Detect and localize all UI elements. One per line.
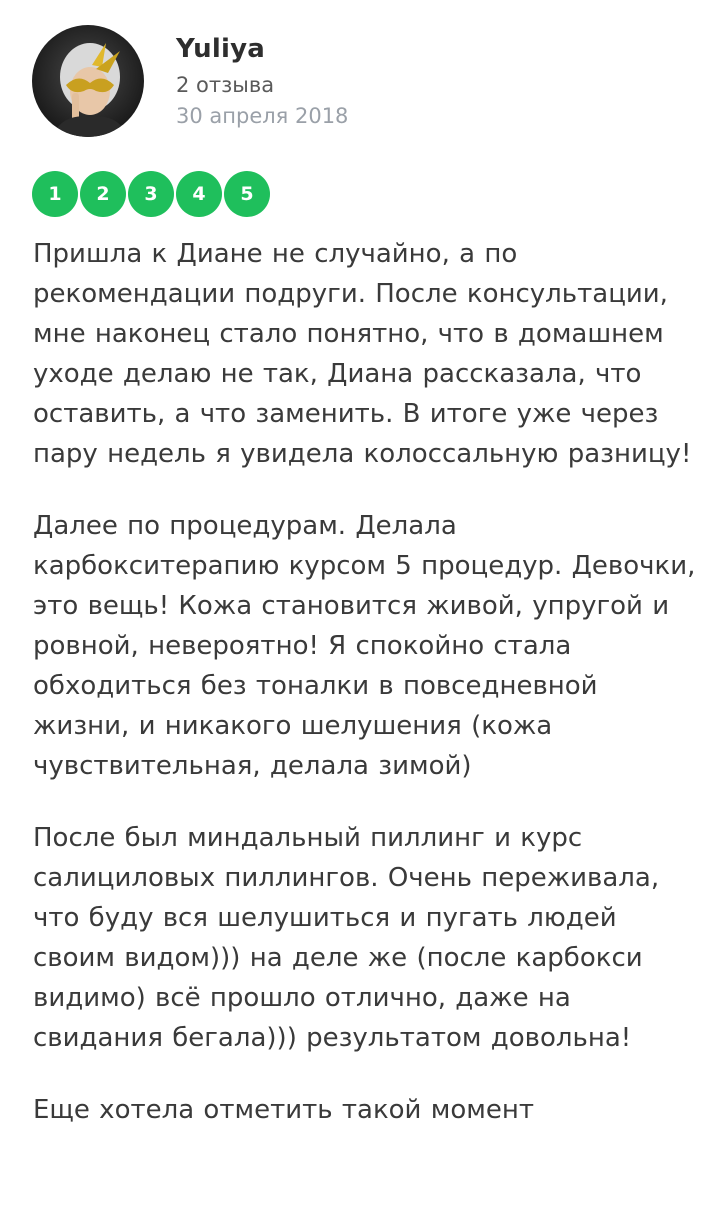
review-count[interactable]: 2 отзыва [176,73,275,97]
avatar-photo-icon [32,25,144,137]
avatar[interactable] [32,25,144,137]
rating-point-1: 1 [32,171,78,217]
review-paragraph: Далее по процедурам. Делала карбокситерапию курсом 5 процедур. Девочки, это вещь! Кожа становится живой, упругой и ровной, невероятно! Я спокойно стала обходиться без тоналки в повседневной жизни, и никакого шелушения (кожа чувствительная, делала зимой) [33,511,696,781]
rating-point-5: 5 [224,171,270,217]
review-text [33,234,703,1162]
review-paragraph: Еще хотела отметить такой момент [33,1095,534,1125]
review-date: 30 апреля 2018 [176,104,349,128]
user-name[interactable]: Yuliya [176,34,265,64]
rating-point-4: 4 [176,171,222,217]
review-paragraph: После был миндальный пиллинг и курс салициловых пиллингов. Очень переживала, что буду вся шелушиться и пугать людей своим видом))) на деле же (после карбокси видимо) всё прошло отлично, даже на свидания бегала))) результатом довольна! [33,823,660,1053]
review-paragraph: Пришла к Диане не случайно, а по рекомендации подруги. После консультации, мне наконец стало понятно, что в домашнем уходе делаю не так, Диана рассказала, что оставить, а что заменить. В итоге уже через пару недель я увидела колоссальную разницу! [33,239,692,469]
rating-point-3: 3 [128,171,174,217]
rating-point-2: 2 [80,171,126,217]
rating [32,171,272,217]
